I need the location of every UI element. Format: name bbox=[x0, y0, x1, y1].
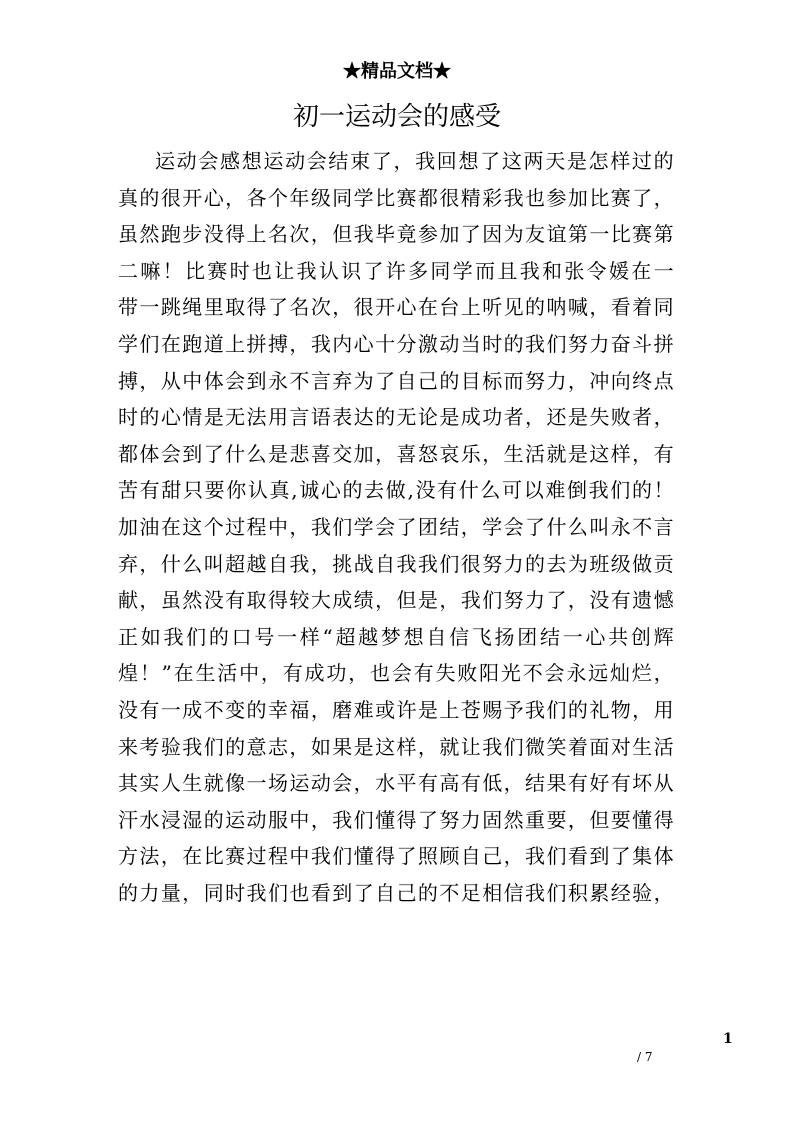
page-total: / 7 bbox=[637, 1050, 653, 1064]
body-line: 加油在这个过程中，我们学会了团结，学会了什么叫永不言 bbox=[118, 514, 674, 539]
body-line: 真的很开心，各个年级同学比赛都很精彩我也参加比赛了， bbox=[118, 185, 674, 210]
body-line: 运动会感想运动会结束了，我回想了这两天是怎样过的 bbox=[155, 149, 674, 173]
body-line: 苦有甜只要你认真,诚心的去做,没有什么可以难倒我们的！ bbox=[118, 478, 674, 503]
body-line: 弃，什么叫超越自我，挑战自我我们很努力的去为班级做贡 bbox=[118, 551, 674, 576]
body-line: 正如我们的口号一样“超越梦想自信飞扬团结一心共创辉 bbox=[118, 624, 674, 649]
body-line: 方法，在比赛过程中我们懂得了照顾自己，我们看到了集体 bbox=[118, 844, 674, 869]
body-line: 献，虽然没有取得较大成绩，但是，我们努力了，没有遗憾 bbox=[118, 588, 674, 613]
body-line: 来考验我们的意志，如果是这样，就让我们微笑着面对生活 bbox=[118, 734, 674, 759]
document-header: ★精品文档★ bbox=[343, 61, 451, 82]
body-line: 学们在跑道上拼搏，我内心十分激动当时的我们努力奋斗拼 bbox=[118, 331, 674, 356]
body-line: 没有一成不变的幸福，磨难或许是上苍赐予我们的礼物，用 bbox=[118, 697, 674, 722]
body-line: 搏，从中体会到永不言弃为了自己的目标而努力，冲向终点 bbox=[118, 368, 674, 393]
body-line: 的力量，同时我们也看到了自己的不足相信我们积累经验， bbox=[118, 880, 674, 905]
body-line: 都体会到了什么是悲喜交加，喜怒哀乐，生活就是这样，有 bbox=[118, 441, 674, 466]
body-line: 时的心情是无法用言语表达的无论是成功者，还是失败者， bbox=[118, 405, 674, 430]
body-line: 煌！”在生活中，有成功，也会有失败阳光不会永远灿烂， bbox=[118, 661, 674, 686]
body-line: 其实人生就像一场运动会，水平有高有低，结果有好有坏从 bbox=[118, 771, 674, 796]
body-line: 汗水浸湿的运动服中，我们懂得了努力固然重要，但要懂得 bbox=[118, 807, 674, 832]
body-line: 虽然跑步没得上名次，但我毕竟参加了因为友谊第一比赛第 bbox=[118, 222, 674, 247]
document-title: 初一运动会的感受 bbox=[292, 102, 501, 132]
body-line: 带一跳绳里取得了名次，很开心在台上听见的呐喊，看着同 bbox=[118, 295, 674, 320]
page-number: 1 bbox=[723, 1031, 733, 1047]
body-line: 二嘛！比赛时也让我认识了许多同学而且我和张令媛在一 bbox=[118, 258, 674, 283]
document-body bbox=[118, 143, 674, 911]
